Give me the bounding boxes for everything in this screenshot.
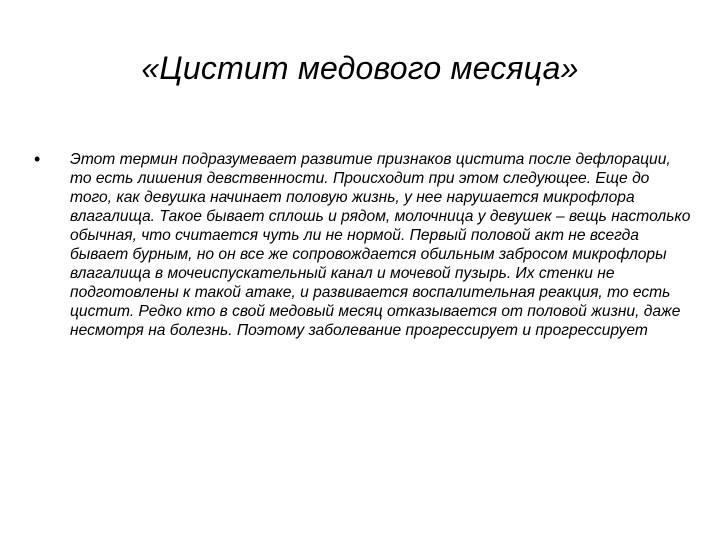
- bullet-item: [34, 150, 694, 340]
- slide-title: «Цистит медового месяца»: [141, 50, 579, 86]
- bullet-text: Этот термин подразумевает развитие признаков цистита после дефлорации, то есть лишения девственности. Происходит при этом следующее. Еще до того, как девушка начинает половую жизнь, у нее нарушается микрофлора влагалища. Такое бывает сплошь и рядом, молочница у девушек – вещь настолько обычная, что считается чуть ли не нормой. Первый половой акт не всегда бывает бурным, но он все же сопровождается обильным забросом микрофлоры влагалища в мочеиспускательный канал и мочевой пузырь. Их стенки не подготовлены к такой атаке, и развивается воспалительная реакция, то есть цистит. Редко кто в свой медовый месяц отказывается от половой жизни, даже несмотря на болезнь. Поэтому заболевание прогрессирует и прогрессирует: [70, 151, 691, 339]
- bullet-list: [34, 150, 694, 340]
- bullet-marker: •: [34, 149, 41, 169]
